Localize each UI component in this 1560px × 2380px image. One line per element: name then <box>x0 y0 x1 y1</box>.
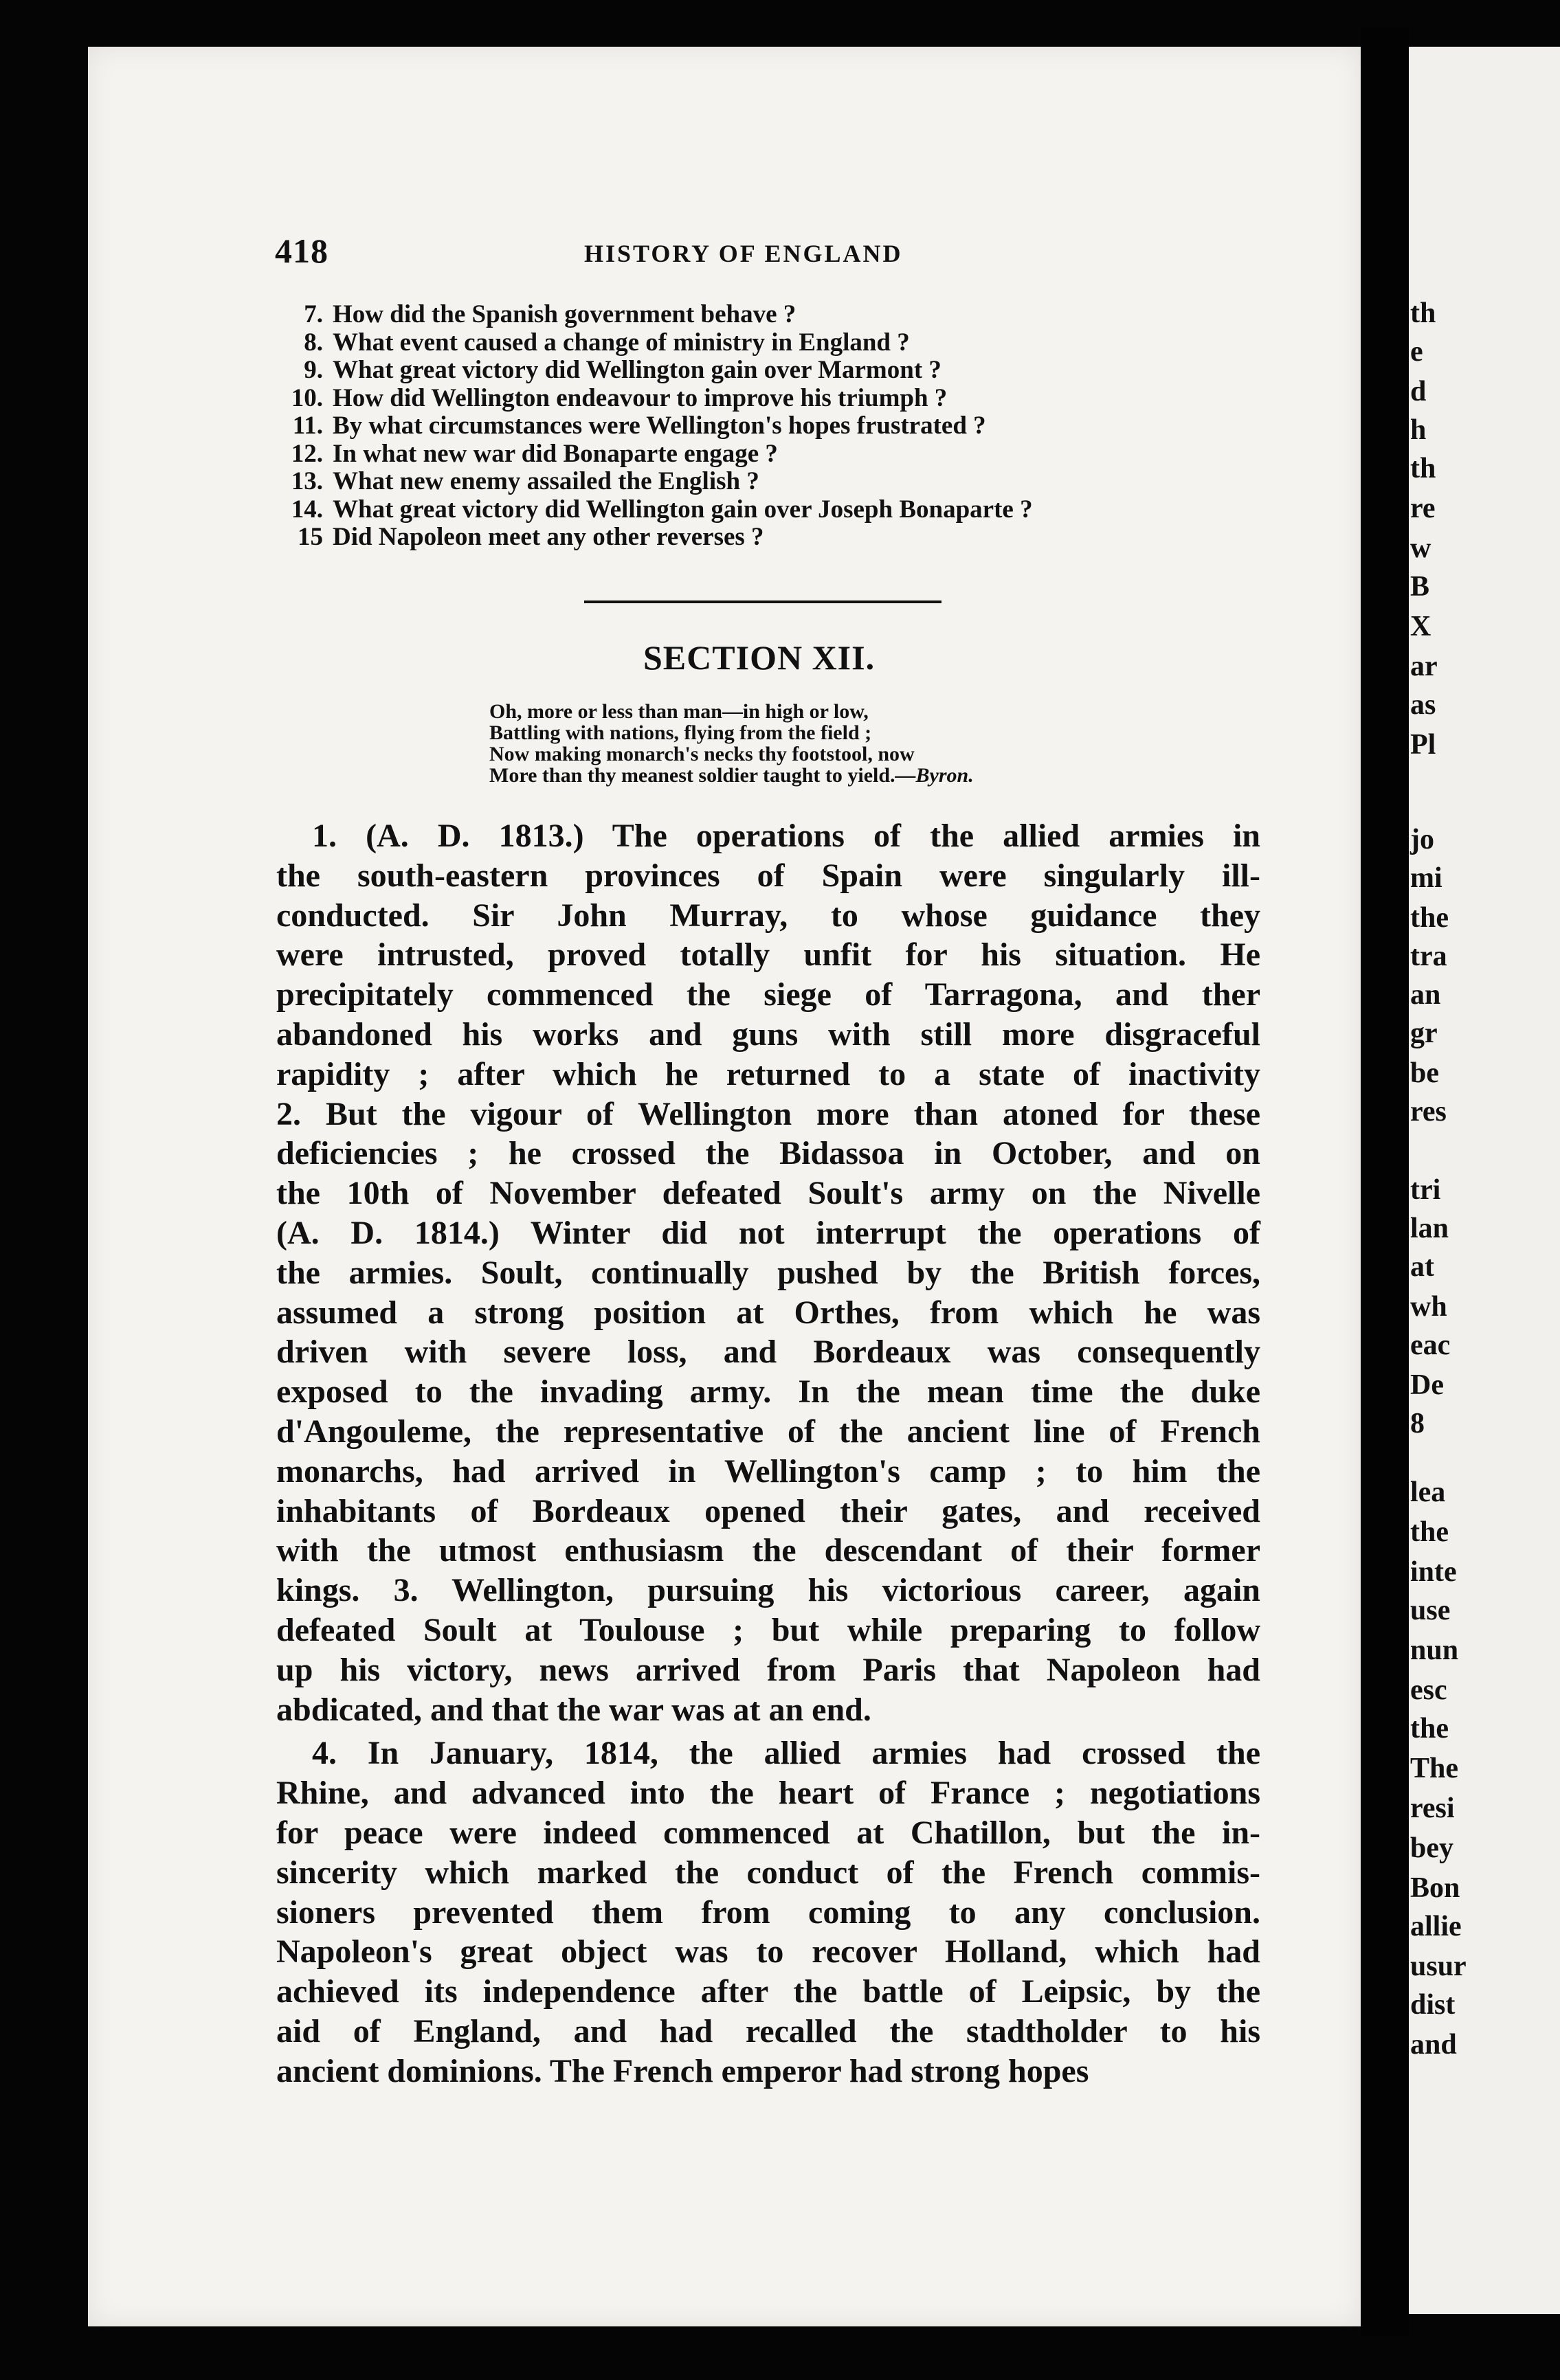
body-line: ancient dominions. The French emperor had strong hopes <box>276 2052 1089 2089</box>
body-line: inhabitants of Bordeaux opened their gates, and received <box>276 1492 1260 1529</box>
question-item <box>275 524 1271 552</box>
facing-page-fragment: h <box>1410 414 1427 446</box>
page-number: 418 <box>275 232 328 270</box>
epigraph-attribution: —Byron. <box>895 764 974 787</box>
body-line: 2. But the vigour of Wellington more than atoned for these <box>276 1095 1260 1132</box>
body-line: precipitately commenced the siege of Tarragona, and ther <box>276 976 1260 1013</box>
question-item <box>275 412 1271 440</box>
facing-page-fragment: use <box>1410 1595 1451 1626</box>
facing-page-fragment: De <box>1410 1369 1444 1401</box>
body-line: conducted. Sir John Murray, to whose guidance they <box>276 897 1260 934</box>
review-questions <box>275 301 1271 552</box>
facing-page-fragment: tri <box>1410 1174 1441 1206</box>
question-number: 8. <box>304 328 323 357</box>
body-line: aid of England, and had recalled the stadtholder to his <box>276 2012 1260 2050</box>
facing-page <box>1409 47 1560 2314</box>
body-text <box>276 816 1260 2091</box>
body-line: (A. D. 1814.) Winter did not interrupt the operations of <box>276 1214 1260 1251</box>
body-line: deficiencies ; he crossed the Bidassoa in October, and on <box>276 1135 1260 1172</box>
body-line: abandoned his works and guns with still more disgraceful <box>276 1015 1260 1053</box>
facing-page-fragment: tra <box>1410 941 1447 972</box>
facing-page-fragment: eac <box>1410 1329 1451 1361</box>
question-number: 9. <box>304 356 323 384</box>
facing-page-fragment: lan <box>1410 1213 1449 1244</box>
question-item <box>275 301 1271 329</box>
section-divider-rule <box>584 600 941 603</box>
body-line: the south-eastern provinces of Spain were singularly ill- <box>276 857 1260 894</box>
facing-page-fragment: ar <box>1410 651 1438 682</box>
body-line: abdicated, and that the war was at an end. <box>276 1691 871 1728</box>
question-text: What event caused a change of ministry in England ? <box>333 328 910 357</box>
facing-page-fragment: as <box>1410 689 1436 721</box>
facing-page-fragment: wh <box>1410 1291 1447 1323</box>
epigraph-line-text: More than thy meanest soldier taught to yield. <box>489 764 895 787</box>
page-gutter <box>1361 27 1409 2336</box>
question-text: In what new war did Bonaparte engage ? <box>333 439 778 468</box>
facing-page-fragment: e <box>1410 336 1423 368</box>
facing-page-fragment: res <box>1410 1096 1447 1127</box>
facing-page-fragment: lea <box>1410 1477 1446 1508</box>
facing-page-fragment: gr <box>1410 1018 1438 1049</box>
facing-page-fragment: The <box>1410 1753 1459 1784</box>
facing-page-fragment: th <box>1410 298 1436 329</box>
running-head: HISTORY OF ENGLAND <box>584 240 903 267</box>
question-item <box>275 357 1271 385</box>
body-line: Napoleon's great object was to recover Holland, which had <box>276 1933 1260 1971</box>
question-text: How did the Spanish government behave ? <box>333 300 796 328</box>
body-line: exposed to the invading army. In the mean time the duke <box>276 1373 1260 1411</box>
facing-page-fragment: resi <box>1410 1793 1455 1824</box>
body-line: achieved its independence after the battle of Leipsic, by the <box>276 1973 1260 2010</box>
facing-page-fragment: esc <box>1410 1674 1447 1706</box>
facing-page-fragment: nun <box>1410 1635 1459 1666</box>
facing-page-fragment: 8 <box>1410 1408 1425 1439</box>
epigraph-line: Now making monarch's necks thy footstool, now <box>489 743 915 765</box>
facing-page-fragment: inte <box>1410 1556 1457 1588</box>
body-line: with the utmost enthusiasm the descendant of their former <box>276 1532 1260 1569</box>
facing-page-fragment: re <box>1410 493 1436 524</box>
facing-page-fragment: at <box>1410 1251 1434 1283</box>
body-line: the 10th of November defeated Soult's army on the Nivelle <box>276 1175 1260 1212</box>
question-item <box>275 496 1271 524</box>
facing-page-fragment: the <box>1410 1516 1449 1548</box>
question-text: Did Napoleon meet any other reverses ? <box>333 523 764 551</box>
body-line: for peace were indeed commenced at Chatillon, but the in- <box>276 1814 1260 1851</box>
facing-page-fragment: w <box>1410 532 1431 564</box>
epigraph-line: Battling with nations, flying from the field ; <box>489 721 872 744</box>
body-line: assumed a strong position at Orthes, from which he was <box>276 1294 1260 1331</box>
body-line: sincerity which marked the conduct of the French commis- <box>276 1854 1260 1891</box>
epigraph <box>489 701 1177 786</box>
body-line: kings. 3. Wellington, pursuing his victorious career, again <box>276 1572 1260 1609</box>
question-number: 10. <box>291 383 323 412</box>
question-item <box>275 329 1271 357</box>
facing-page-fragment: th <box>1410 453 1436 484</box>
question-number: 11. <box>292 412 323 440</box>
body-line: the armies. Soult, continually pushed by the British forces, <box>276 1254 1260 1291</box>
facing-page-fragment: X <box>1410 611 1431 642</box>
question-item <box>275 468 1271 496</box>
question-number: 14. <box>291 495 323 524</box>
facing-page-fragment: the <box>1410 1713 1449 1744</box>
body-line: 4. In January, 1814, the allied armies had crossed the <box>312 1735 1260 1772</box>
facing-page-fragment: Bon <box>1410 1872 1460 1904</box>
body-line: were intrusted, proved totally unfit for his situation. He <box>276 936 1260 974</box>
question-text: How did Wellington endeavour to improve his triumph ? <box>333 383 948 412</box>
facing-page-fragment: B <box>1410 571 1430 603</box>
question-text: By what circumstances were Wellington's hopes frustrated ? <box>333 412 986 440</box>
facing-page-fragment: Pl <box>1410 729 1436 761</box>
facing-page-fragment: mi <box>1410 862 1442 894</box>
facing-page-fragment: be <box>1410 1057 1439 1089</box>
facing-page-fragment: bey <box>1410 1832 1453 1864</box>
question-number: 13. <box>291 467 323 495</box>
facing-page-fragment: usur <box>1410 1951 1467 1982</box>
question-text: What great victory did Wellington gain over Joseph Bonaparte ? <box>333 495 1033 524</box>
question-number: 7. <box>304 300 323 328</box>
question-text: What new enemy assailed the English ? <box>333 467 759 495</box>
section-title: SECTION XII. <box>643 638 876 677</box>
facing-page-fragment: an <box>1410 979 1441 1011</box>
facing-page-fragment: and <box>1410 2029 1457 2061</box>
body-line: defeated Soult at Toulouse ; but while preparing to follow <box>276 1611 1260 1648</box>
question-number: 15 <box>298 523 323 551</box>
body-line: sioners prevented them from coming to any conclusion. <box>276 1894 1260 1931</box>
body-line: 1. (A. D. 1813.) The operations of the allied armies in <box>312 818 1260 854</box>
question-item <box>275 385 1271 413</box>
epigraph-line: Oh, more or less than man—in high or low, <box>489 700 869 723</box>
body-line: rapidity ; after which he returned to a state of inactivity <box>276 1055 1260 1092</box>
facing-page-fragment: allie <box>1410 1911 1462 1942</box>
question-item <box>275 440 1271 469</box>
body-line: d'Angouleme, the representative of the ancient line of French <box>276 1413 1260 1450</box>
epigraph-line <box>489 765 1177 786</box>
facing-page-fragment: the <box>1410 902 1449 934</box>
question-text: What great victory did Wellington gain over Marmont ? <box>333 356 941 384</box>
body-line: Rhine, and advanced into the heart of France ; negotiations <box>276 1775 1260 1812</box>
body-line: monarchs, had arrived in Wellington's camp ; to him the <box>276 1452 1260 1490</box>
facing-page-fragment: dist <box>1410 1989 1456 2021</box>
facing-page-fragment: jo <box>1410 824 1434 855</box>
body-line: up his victory, news arrived from Paris that Napoleon had <box>276 1651 1260 1688</box>
body-line: driven with severe loss, and Bordeaux was consequently <box>276 1334 1260 1371</box>
facing-page-fragment: d <box>1410 376 1427 407</box>
question-number: 12. <box>291 439 323 468</box>
